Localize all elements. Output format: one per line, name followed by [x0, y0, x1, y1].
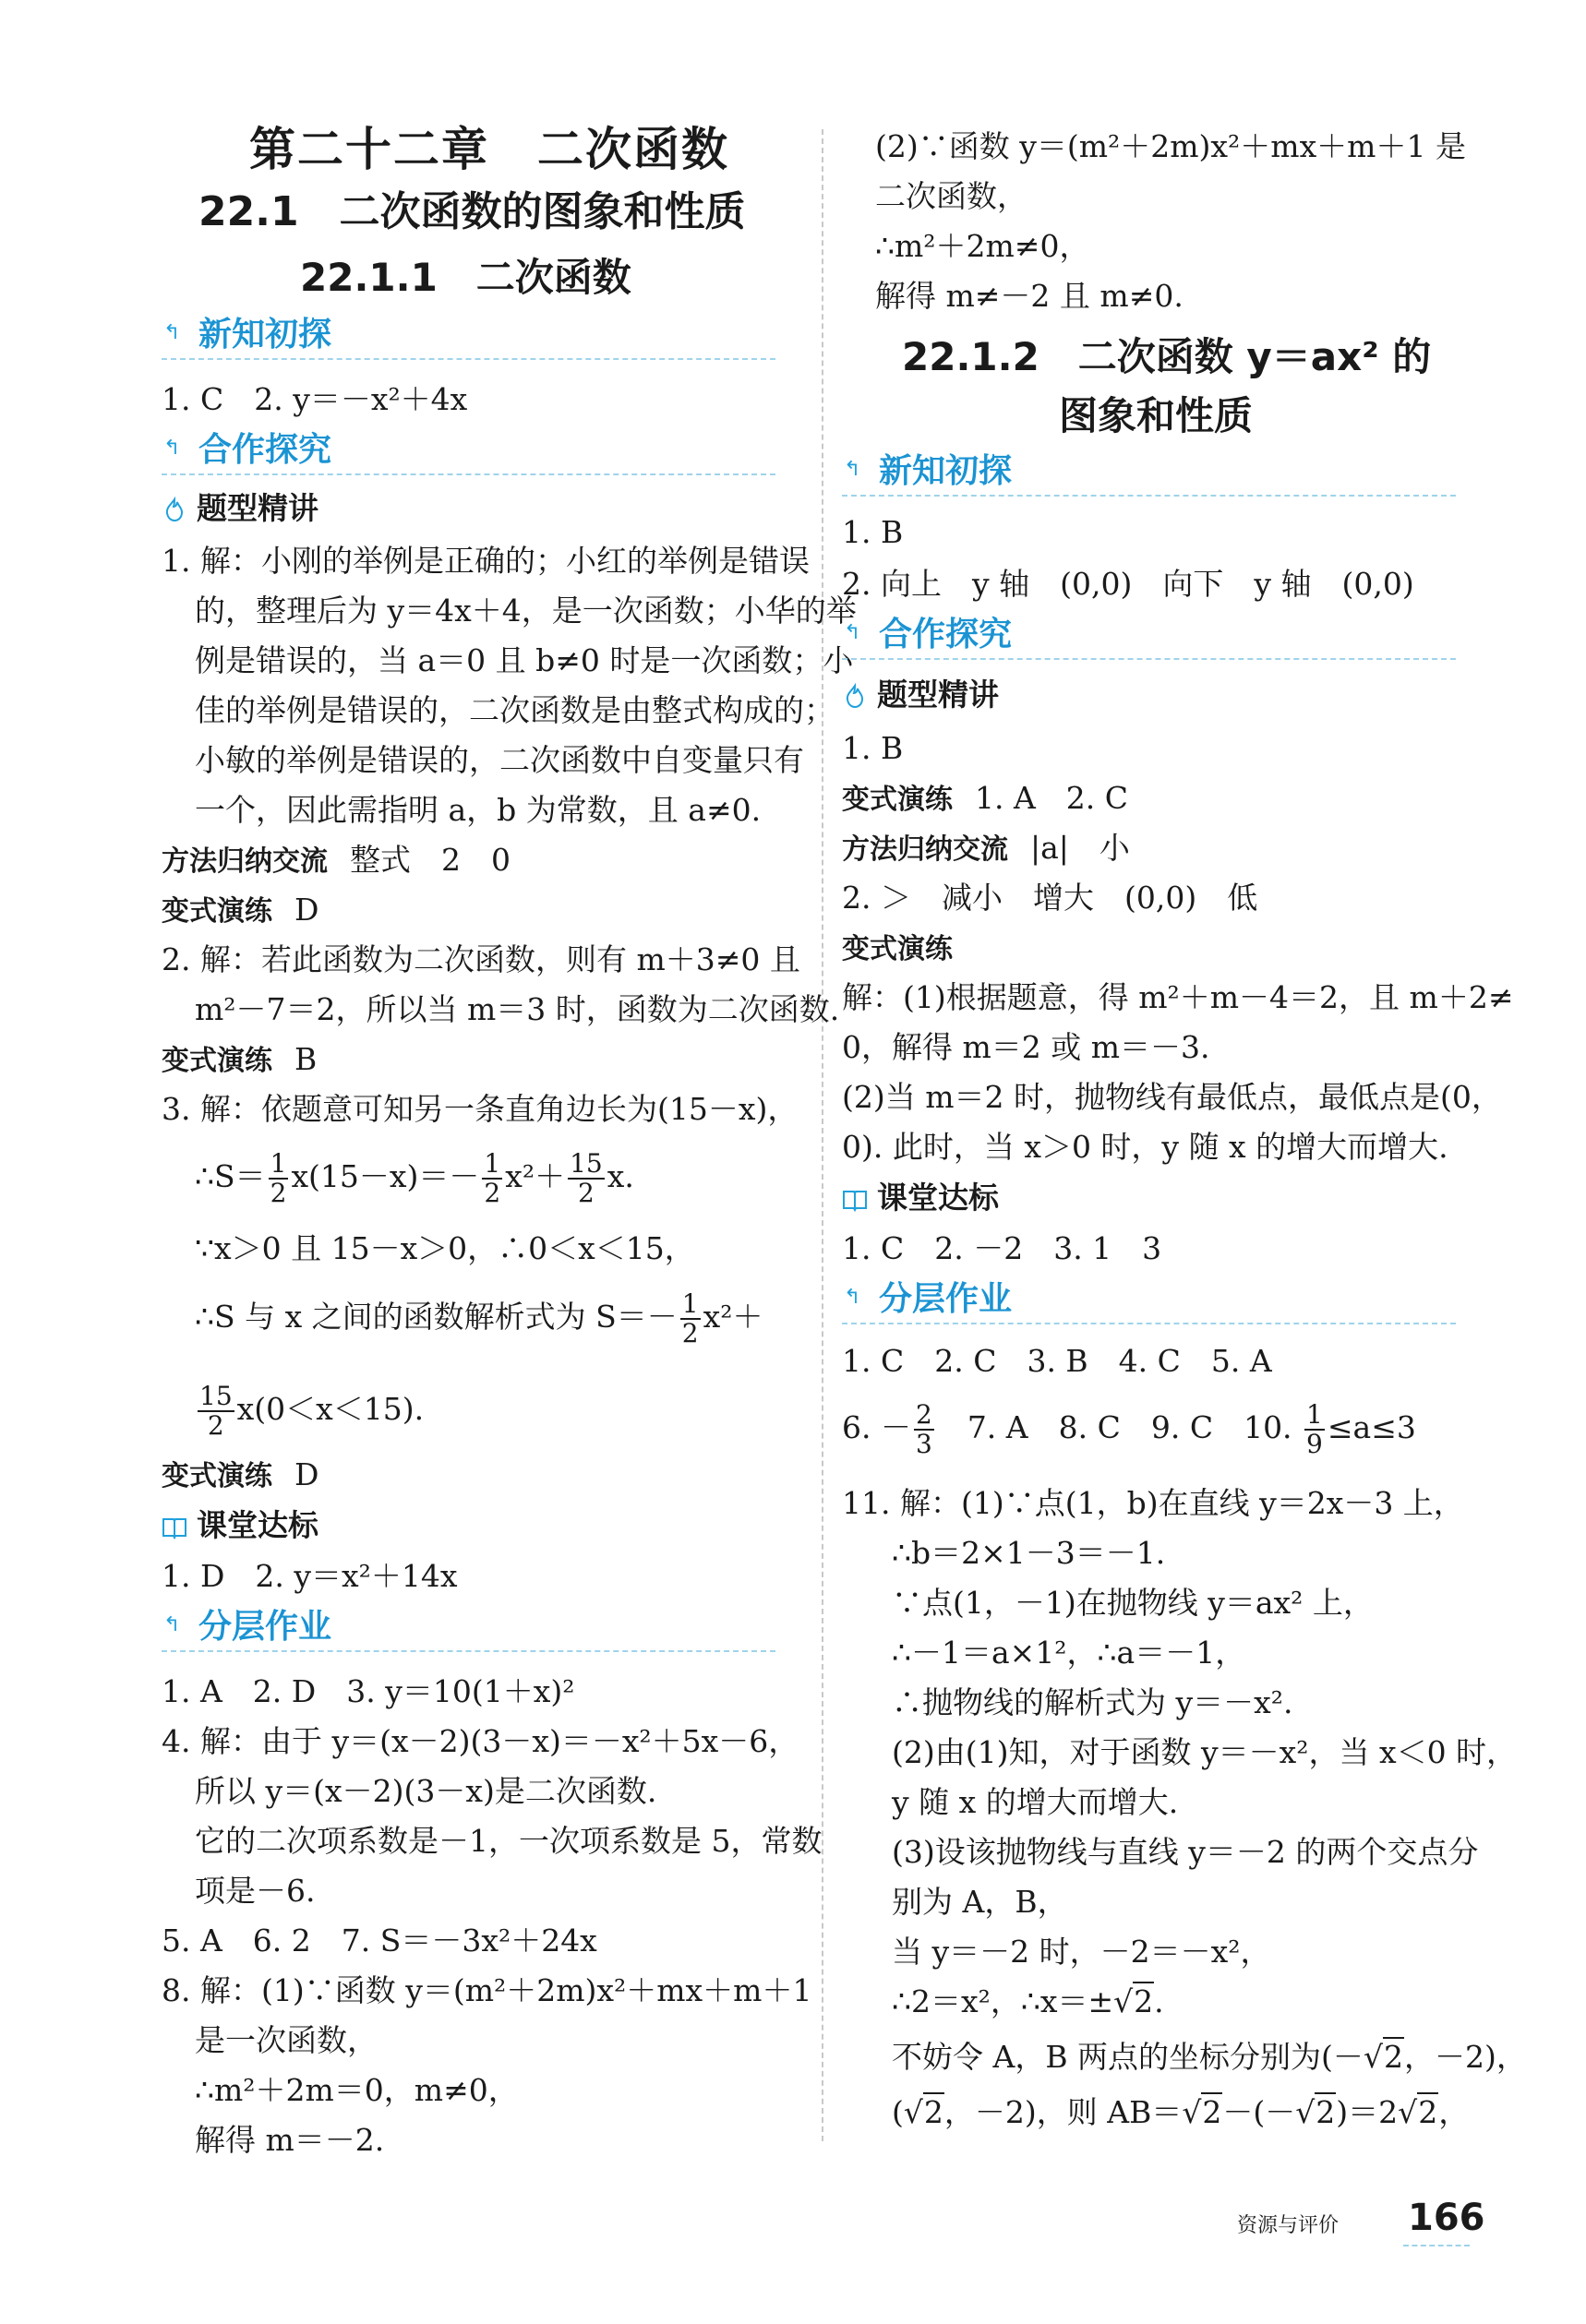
formula-text: －(－	[1222, 2094, 1296, 2130]
answer-line: 佳的举例是错误的，二次函数是由整式构成的；	[195, 692, 835, 728]
answer-line: 1. 解：小刚的举例是正确的；小红的举例是错误	[162, 543, 810, 579]
arrow-tag-icon: ↰	[163, 437, 181, 460]
formula-line	[842, 1396, 1416, 1460]
answer-line: (2)∵函数 y＝(m²＋2m)x²＋mx＋m＋1 是	[875, 128, 1466, 164]
fraction	[482, 1150, 502, 1207]
answer-line: (2)当 m＝2 时，抛物线有最低点，最低点是(0，	[842, 1079, 1502, 1115]
arrow-tag-icon: ↰	[163, 321, 181, 344]
variant-answer: B	[294, 1041, 318, 1077]
fraction	[1304, 1401, 1325, 1458]
answer-line: 解得 m≠－2 且 m≠0.	[875, 278, 1183, 314]
section-heading: 分层作业	[198, 1608, 332, 1646]
formula-text: ≤a≤3	[1327, 1409, 1416, 1445]
answer-line: 所以 y＝(x－2)(3－x)是二次函数.	[195, 1773, 657, 1809]
section-heading: 新知初探	[198, 316, 332, 353]
variant-answer: D	[294, 892, 319, 928]
answer-line: 1. C 2. －2 3. 1 3	[842, 1230, 1162, 1266]
method-answer: |a| 小	[1030, 830, 1130, 866]
denominator: 2	[681, 1318, 699, 1348]
answer-line: 1. C 2. y＝－x²＋4x	[162, 381, 468, 417]
radicand: 2	[1134, 1983, 1154, 2019]
formula-text: )＝2	[1336, 2094, 1399, 2130]
numerator: 1	[1306, 1399, 1323, 1430]
answer-line: 1. A 2. D 3. y＝10(1＋x)²	[162, 1673, 575, 1709]
formula-text: ，－2)，则 AB＝	[943, 2094, 1183, 2130]
answer-line: 解：(1)根据题意，得 m²＋m－4＝2，且 m＋2≠	[842, 979, 1514, 1015]
variant-answer: D	[294, 1456, 319, 1492]
answer-line: 项是－6.	[195, 1873, 316, 1909]
chapter-title: 第二十二章 二次函数	[249, 123, 729, 176]
variant-line	[842, 777, 1128, 821]
formula-text: 不妨令 A，B 两点的坐标分别为(－	[892, 2039, 1364, 2075]
answer-line: ∴b＝2×1－3＝－1.	[892, 1535, 1166, 1571]
radicand: 2	[923, 2094, 943, 2130]
numerator: 15	[199, 1381, 233, 1411]
answer-line: 2. 向上 y 轴 (0,0) 向下 y 轴 (0,0)	[842, 566, 1414, 602]
denominator: 2	[484, 1178, 501, 1208]
formula-text: ∴S 与 x 之间的函数解析式为 S＝－	[195, 1299, 678, 1335]
variant-label: 变式演练	[162, 1460, 272, 1492]
formula-text: x²＋	[703, 1299, 763, 1335]
flame-icon	[842, 683, 868, 709]
answer-line: ∴－1＝a×1²，∴a＝－1，	[892, 1635, 1246, 1671]
section-cooperative	[162, 429, 775, 475]
footer-source: 资源与评价	[1237, 2214, 1340, 2237]
formula-text: (	[892, 2094, 904, 2130]
fraction	[198, 1383, 234, 1440]
answer-line: 1. C 2. C 3. B 4. C 5. A	[842, 1343, 1272, 1379]
formula-line: (√2，－2)，则 AB＝√2－(－√2)＝2√2，	[892, 2094, 1470, 2130]
radicand: 2	[1418, 2094, 1438, 2130]
section-homework	[842, 1278, 1456, 1324]
section-new-knowledge	[842, 450, 1456, 497]
section-heading: 分层作业	[879, 1280, 1013, 1318]
answer-line: 1. B	[842, 514, 904, 550]
numerator: 15	[570, 1148, 603, 1179]
radicand: 2	[1316, 2094, 1336, 2130]
formula-line	[195, 1144, 634, 1209]
answer-line: 0，解得 m＝2 或 m＝－3.	[842, 1029, 1210, 1065]
page-number: 166	[1408, 2197, 1485, 2239]
numerator: 1	[270, 1148, 287, 1179]
answer-line: 二次函数，	[875, 178, 1027, 214]
answer-line: 例是错误的，当 a＝0 且 b≠0 时是一次函数；小	[195, 642, 854, 678]
variant-answer: 1. A 2. C	[975, 780, 1129, 816]
answer-line: 3. 解：依题意可知另一条直角边长为(15－x)，	[162, 1091, 799, 1127]
formula-line: 不妨令 A，B 两点的坐标分别为(－√2，－2)，	[892, 2039, 1527, 2075]
fraction	[568, 1150, 605, 1207]
fraction	[680, 1290, 701, 1348]
answer-line: ∵点(1，－1)在抛物线 y＝ax² 上，	[892, 1585, 1374, 1621]
formula-text: 7. A 8. C 9. C 10.	[936, 1409, 1303, 1445]
formula-text: ∴S＝	[195, 1158, 266, 1194]
formula-text: ∴2＝x²，∴x＝±	[892, 1983, 1114, 2019]
subsection-title: 22.1.2 二次函数 y＝ax² 的	[902, 334, 1432, 379]
section-title: 22.1 二次函数的图象和性质	[198, 188, 746, 235]
answer-line: ∴抛物线的解析式为 y＝－x².	[892, 1684, 1293, 1720]
denominator: 2	[207, 1410, 224, 1441]
formula-text: x(15－x)＝－	[291, 1158, 480, 1194]
formula-text: x.	[607, 1158, 634, 1194]
variant-line	[842, 927, 975, 971]
subheading-label: 题型精讲	[197, 490, 318, 526]
answer-line: 1. D 2. y＝x²＋14x	[162, 1558, 458, 1594]
answer-line: y 随 x 的增大而增大.	[892, 1784, 1179, 1820]
radicand: 2	[1383, 2039, 1403, 2075]
numerator: 2	[915, 1399, 932, 1430]
formula-text: 6. －	[842, 1409, 911, 1445]
answer-line: m²－7＝2，所以当 m＝3 时，函数为二次函数.	[195, 991, 840, 1027]
method-line	[842, 827, 1130, 871]
answer-line: 4. 解：由于 y＝(x－2)(3－x)＝－x²＋5x－6，	[162, 1723, 799, 1759]
answer-line: 一个，因此需指明 a，b 为常数，且 a≠0.	[195, 792, 762, 828]
denominator: 9	[1306, 1429, 1323, 1459]
subsection-title-cont: 图象和性质	[1059, 393, 1254, 438]
variant-line	[162, 889, 318, 933]
fraction	[269, 1150, 289, 1207]
formula-text: x²＋	[505, 1158, 566, 1194]
subheading-label: 课堂达标	[877, 1180, 999, 1216]
fraction	[914, 1401, 934, 1458]
book-icon	[162, 1514, 187, 1539]
answer-line: 当 y＝－2 时，－2＝－x²，	[892, 1934, 1271, 1970]
variant-line	[162, 1454, 318, 1498]
section-cooperative	[842, 614, 1456, 660]
answer-line: 2. 解：若此函数为二次函数，则有 m＋3≠0 且	[162, 941, 800, 977]
formula-line	[195, 1285, 763, 1349]
method-label: 方法归纳交流	[842, 833, 1008, 866]
method-line	[162, 839, 511, 883]
subsection-title: 22.1.1 二次函数	[300, 255, 631, 300]
variant-label: 变式演练	[842, 784, 953, 816]
answer-line: 0). 此时，当 x＞0 时，y 随 x 的增大而增大.	[842, 1129, 1448, 1165]
arrow-tag-icon: ↰	[844, 621, 861, 644]
formula-text: ，－2)，	[1403, 2039, 1527, 2075]
arrow-tag-icon: ↰	[844, 1286, 861, 1309]
answer-line: 别为 A，B，	[892, 1884, 1068, 1920]
answer-line: 小敏的举例是错误的，二次函数中自变量只有	[195, 742, 804, 778]
formula-line: ∴2＝x²，∴x＝±√2.	[892, 1983, 1164, 2019]
formula-text: x(0＜x＜15).	[236, 1391, 425, 1427]
answer-line: (2)由(1)知，对于函数 y＝－x²，当 x＜0 时，	[892, 1734, 1518, 1770]
arrow-tag-icon: ↰	[844, 458, 861, 481]
method-answer: 整式 2 0	[350, 842, 511, 878]
answer-line: 5. A 6. 2 7. S＝－3x²＋24x	[162, 1923, 597, 1959]
denominator: 2	[270, 1178, 287, 1208]
section-new-knowledge	[162, 314, 775, 360]
formula-text: .	[1154, 1983, 1164, 2019]
variant-line	[162, 1038, 317, 1083]
numerator: 1	[484, 1148, 501, 1179]
answer-line: 的，整理后为 y＝4x＋4，是一次函数；小华的举	[195, 593, 857, 629]
numerator: 1	[681, 1288, 699, 1319]
answer-line: ∴m²＋2m≠0，	[875, 228, 1090, 264]
denominator: 3	[915, 1429, 932, 1459]
formula-line	[195, 1377, 424, 1442]
section-heading: 合作探究	[198, 431, 332, 469]
formula-text: ，	[1438, 2094, 1470, 2130]
answer-line: 11. 解：(1)∵点(1，b)在直线 y＝2x－3 上，	[842, 1485, 1464, 1521]
section-heading: 新知初探	[879, 452, 1013, 490]
answer-line: (3)设该抛物线与直线 y＝－2 的两个交点分	[892, 1834, 1479, 1870]
answer-line: 8. 解：(1)∵函数 y＝(m²＋2m)x²＋mx＋m＋1	[162, 1972, 812, 2008]
flame-icon	[162, 497, 187, 522]
answer-line: 1. B	[842, 730, 904, 766]
section-homework	[162, 1606, 775, 1652]
subheading-label: 题型精讲	[877, 677, 999, 713]
answer-line: 2. ＞ 减小 增大 (0,0) 低	[842, 880, 1258, 916]
section-heading: 合作探究	[879, 616, 1013, 653]
page-footer	[1237, 2197, 1485, 2252]
variant-label: 变式演练	[162, 1045, 272, 1077]
answer-line: ∵x＞0 且 15－x＞0，∴0＜x＜15，	[195, 1230, 695, 1266]
answer-line: 它的二次项系数是－1，一次项系数是 5，常数	[195, 1823, 823, 1859]
arrow-tag-icon: ↰	[163, 1613, 181, 1636]
denominator: 2	[577, 1178, 595, 1208]
subheading-label: 课堂达标	[197, 1507, 318, 1543]
answer-line: ∴m²＋2m＝0，m≠0，	[195, 2072, 519, 2108]
book-icon	[842, 1186, 868, 1212]
variant-label: 变式演练	[162, 895, 272, 928]
answer-line: 是一次函数，	[195, 2022, 378, 2058]
radicand: 2	[1202, 2094, 1222, 2130]
page-number-underline	[1403, 2245, 1470, 2246]
answer-line: 解得 m＝－2.	[195, 2122, 385, 2158]
method-label: 方法归纳交流	[162, 845, 328, 878]
variant-label: 变式演练	[842, 933, 953, 965]
